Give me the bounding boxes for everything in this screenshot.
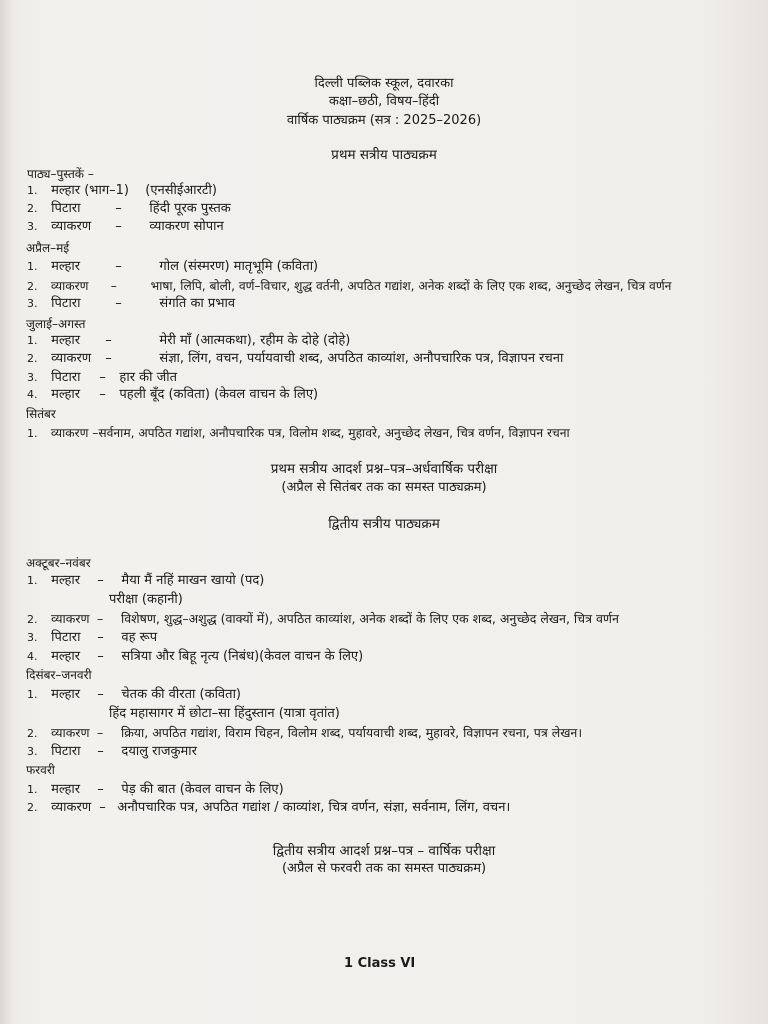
item-number: 1. [27, 574, 38, 587]
item-desc: मैया मैं नहिं माखन खायो (पद) [121, 573, 265, 588]
item-desc: चेतक की वीरता (कविता) [121, 687, 242, 702]
book-name: मल्हार [51, 649, 81, 664]
syllabus-title: वार्षिक पाठ्यक्रम (सत्र : 2025–2026) [286, 113, 482, 128]
month-heading-dec-jan: दिसंबर–जनवरी [26, 668, 92, 682]
book-desc: व्याकरण सोपान [149, 219, 224, 234]
list-item [27, 259, 318, 275]
item-desc: अनौपचारिक पत्र, अपठित गद्यांश / काव्यांश, चित्र वर्णन, संज्ञा, सर्वनाम, लिंग, वचन। [117, 800, 511, 815]
item-number: 4. [27, 650, 38, 663]
book-name: मल्हार [51, 687, 81, 702]
item-number: 3. [27, 631, 38, 644]
books-heading: पाठ्य–पुस्तकें – [27, 167, 94, 181]
term2-exam-note: (अप्रैल से फरवरी तक का समस्त पाठ्यक्रम) [281, 861, 487, 876]
list-item [27, 370, 177, 386]
item-desc-continued: हिंद महासागर में छोटा–सा हिंदुस्तान (यात्रा वृतांत) [109, 706, 340, 721]
book-name: व्याकरण [50, 725, 90, 740]
list-item [27, 333, 350, 349]
book-name: व्याकरण [51, 800, 92, 815]
book-row-2 [27, 201, 231, 217]
item-number: 4. [27, 388, 38, 401]
book-name: मल्हार [51, 573, 81, 588]
book-name: पिटारा [51, 201, 81, 216]
item-number: 3. [27, 297, 38, 310]
book-name: मल्हार [51, 259, 81, 274]
book-name: व्याकरण [51, 219, 92, 234]
dash: – [105, 333, 112, 348]
dash: – [115, 296, 122, 311]
list-item [27, 687, 241, 703]
month-heading-sept: सितंबर [26, 407, 56, 421]
month-heading-april-may: अप्रैल–मई [26, 241, 70, 255]
list-item [27, 611, 619, 628]
list-item [27, 387, 318, 403]
class-subject: कक्षा–छठी, विषय–हिंदी [328, 94, 440, 109]
dash: – [115, 201, 122, 216]
item-number: 1. [27, 427, 38, 440]
dash: – [99, 387, 106, 402]
list-item [27, 630, 157, 646]
item-number: 3. [27, 745, 38, 758]
book-row-3 [27, 219, 224, 235]
dash: – [115, 259, 122, 274]
item-number: 1. [27, 783, 38, 796]
book-name: मल्हार (भाग–1) [51, 183, 129, 198]
school-name: दिल्ली पब्लिक स्कूल, दवारका [314, 76, 454, 91]
term1-title: प्रथम सत्रीय पाठ्यक्रम [331, 147, 437, 163]
item-number: 2. [27, 613, 38, 626]
item-number: 3. [27, 371, 38, 384]
item-number: 2. [27, 352, 38, 365]
dash: – [97, 687, 104, 702]
item-desc: हार की जीत [119, 370, 178, 385]
dash: – [96, 611, 104, 626]
item-number: 1. [27, 334, 38, 347]
item-number: 2. [27, 202, 38, 215]
item-desc: गोल (संस्मरण) मातृभूमि (कविता) [159, 259, 319, 274]
dash: – [105, 351, 112, 366]
term1-exam-note: (अप्रैल से सितंबर तक का समस्त पाठ्यक्रम) [281, 480, 487, 495]
dash: – [97, 782, 104, 797]
month-heading-feb: फरवरी [26, 763, 55, 777]
book-row-1 [27, 183, 217, 199]
book-name: व्याकरण [50, 279, 89, 293]
list-item [27, 725, 582, 742]
list-item [27, 296, 235, 312]
book-name: मल्हार [51, 387, 81, 402]
item-desc: व्याकरण –सर्वनाम, अपठित गद्यांश, अनौपचारिक पत्र, विलोम शब्द, मुहावरे, अनुच्छेद लेखन, चित्र वर्णन, विज्ञापन रचना [50, 426, 570, 440]
item-desc: मेरी माँ (आत्मकथा), रहीम के दोहे (दोहे) [159, 333, 351, 348]
item-number: 2. [27, 727, 38, 740]
dash: – [97, 573, 104, 588]
item-desc: पेड़ की बात (केवल वाचन के लिए) [121, 782, 284, 797]
term2-title: द्वितीय सत्रीय पाठ्यक्रम [328, 516, 440, 532]
book-desc: (एनसीईआरटी) [145, 183, 217, 198]
item-desc: भाषा, लिपि, बोली, वर्ण–विचार, शुद्ध वर्तनी, अपठित गद्यांश, अनेक शब्दों के लिए एक शब्द, अनुच्छेद लेखन, चित्र वर्णन [150, 279, 672, 293]
list-item [27, 744, 197, 760]
month-heading-july-aug: जुलाई–अगस्त [26, 317, 86, 331]
list-item [27, 782, 284, 798]
item-number: 3. [27, 220, 38, 233]
page-footer [344, 956, 415, 972]
item-desc: सत्रिया और बिहू नृत्य (निबंध)(केवल वाचन के लिए) [121, 649, 364, 664]
book-name: मल्हार [51, 782, 81, 797]
item-number: 1. [27, 184, 38, 197]
item-number: 1. [27, 260, 38, 273]
item-desc: विशेषण, शुद्ध–अशुद्ध (वाक्यों में), अपठित काव्यांश, अनेक शब्दों के लिए एक शब्द, अनुच्छेद लेखन, चित्र वर्णन [120, 611, 619, 626]
item-desc: दयालु राजकुमार [121, 744, 197, 759]
book-name: पिटारा [51, 744, 81, 759]
dash: – [99, 800, 106, 815]
item-desc: क्रिया, अपठित गद्यांश, विराम चिहन, विलोम शब्द, पर्यायवाची शब्द, मुहावरे, विज्ञापन रचना, पत्र लेखन। [120, 725, 583, 740]
class-label: Class VI [357, 956, 416, 971]
page-number: 1 [344, 956, 354, 971]
list-item [27, 649, 363, 665]
list-item [27, 573, 264, 589]
book-name: व्याकरण [50, 611, 90, 626]
dash: – [115, 219, 122, 234]
list-item [27, 351, 563, 367]
dash: – [97, 649, 104, 664]
dash: – [97, 630, 104, 645]
dash: – [96, 725, 104, 740]
item-desc-continued: परीक्षा (कहानी) [109, 592, 183, 607]
item-desc: संज्ञा, लिंग, वचन, पर्यायवाची शब्द, अपठित काव्यांश, अनौपचारिक पत्र, विज्ञापन रचना [159, 351, 564, 366]
book-name: मल्हार [51, 333, 81, 348]
list-item [27, 425, 570, 442]
book-desc: हिंदी पूरक पुस्तक [149, 201, 231, 216]
item-number: 2. [27, 801, 38, 814]
book-name: पिटारा [51, 630, 81, 645]
month-heading-oct-nov: अक्टूबर–नवंबर [26, 556, 91, 570]
dash: – [99, 370, 106, 385]
list-item [27, 800, 510, 816]
item-number: 2. [27, 280, 38, 293]
item-desc: वह रूप [121, 630, 158, 645]
book-name: पिटारा [51, 296, 81, 311]
book-name: पिटारा [51, 370, 81, 385]
term1-exam-title: प्रथम सत्रीय आदर्श प्रश्न–पत्र–अर्धवार्षिक परीक्षा [270, 461, 498, 477]
term2-exam-title: द्वितीय सत्रीय आदर्श प्रश्न–पत्र – वार्षिक परीक्षा [272, 843, 496, 859]
book-name: व्याकरण [51, 351, 92, 366]
list-item [27, 278, 671, 295]
item-desc: संगति का प्रभाव [159, 296, 236, 311]
item-number: 1. [27, 688, 38, 701]
item-desc: पहली बूँद (कविता) (केवल वाचन के लिए) [119, 387, 319, 402]
dash: – [97, 744, 104, 759]
dash: – [110, 279, 117, 293]
